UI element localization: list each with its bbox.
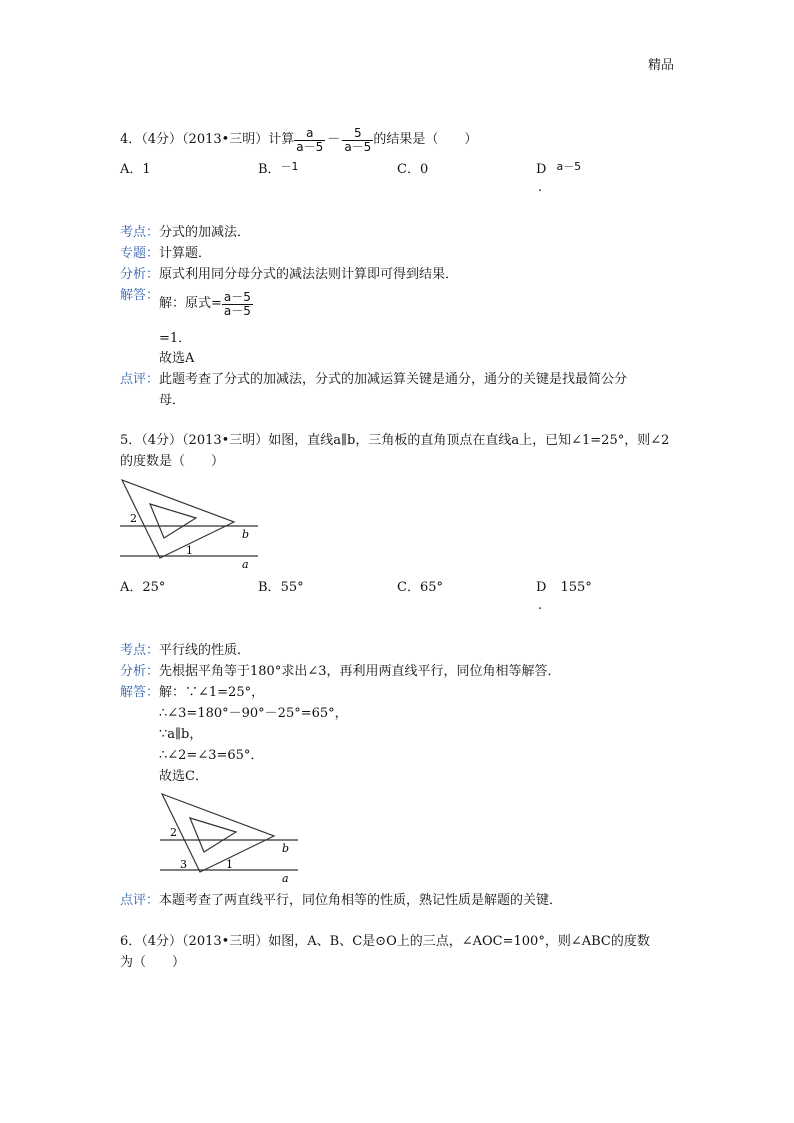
q5-jieda-line2: ∴∠3=180°－90°－25°=65°， [159, 706, 348, 721]
q4-option-c: C．0 [397, 162, 429, 177]
q5-jieda-label: 解答： [120, 685, 160, 700]
q4-zhuanti: 专题：计算题． [120, 246, 212, 261]
q4-fraction-1 [294, 127, 325, 154]
q5-stem-2: 的度数是（ ） [120, 454, 225, 469]
q5-sol-label-1: 1 [226, 858, 233, 871]
q4-jieda-label: 解答： [120, 288, 160, 303]
q5-option-b: B．55° [258, 580, 304, 595]
q4-jieda-fraction: $\frac{a-5}{a-5}$ [223, 289, 251, 318]
q5-triangle-outer [122, 480, 234, 558]
q5-option-c: C．65° [397, 580, 443, 595]
q5-stem-1: 5．（4分）（2013•三明）如图，直线a∥b，三角板的直角顶点在直线a上，已知∠1=25°，则∠2 [120, 433, 670, 448]
q4-frac1-num: a [306, 125, 314, 140]
q4-stem [120, 124, 477, 156]
q4-jieda-line3: 故选A [159, 351, 195, 366]
q5-sol-triangle-inner [190, 818, 236, 852]
q4-fraction-2 [342, 127, 373, 154]
q6-stem-2: 为（ ） [120, 955, 186, 970]
q4-frac2-num: 5 [353, 125, 362, 140]
q5-option-d-dot: . [538, 598, 543, 613]
q5-jieda-line1: 解：∵∠1=25°， [159, 685, 265, 700]
header-brand: 精品 [648, 58, 675, 73]
q5-jieda-line4: ∴∠2=∠3=65°． [159, 748, 264, 763]
q5-sol-label-3: 3 [180, 858, 187, 871]
q5-label-1: 1 [186, 544, 193, 557]
q5-fenxi: 分析：先根据平角等于180°求出∠3，再利用两直线平行，同位角相等解答． [120, 664, 561, 679]
q4-dianping-2: 母． [159, 393, 186, 408]
q5-jieda-line3: ∵a∥b， [159, 727, 203, 742]
q4-frac2-den: a－5 [344, 139, 372, 154]
q4-option-a: A．1 [120, 162, 151, 177]
q4-stem-post: 的结果是（ ） [373, 132, 478, 147]
q4-stem-pre: 4．（4分）（2013•三明）计算 [120, 132, 295, 147]
q4-minus: － [327, 132, 341, 147]
q4-option-b: B．$^{-1}$ [258, 160, 299, 177]
q6-stem-1: 6．（4分）（2013•三明）如图，A、B、C是⊙O上的三点，∠AOC=100°，则∠ABC的度数 [120, 934, 650, 949]
q4-frac1-den: a－5 [296, 139, 324, 154]
q5-solution-figure [158, 790, 300, 886]
q5-sol-label-2: 2 [170, 826, 177, 839]
q5-label-b: b [242, 528, 250, 541]
q5-dianping: 点评：本题考查了两直线平行，同位角相等的性质，熟记性质是解题的关键． [120, 893, 563, 908]
q4-jieda-line1 [159, 286, 253, 322]
q5-sol-label-b: b [282, 842, 290, 855]
q5-option-a: A．25° [120, 580, 166, 595]
q5-jieda-line5: 故选C． [159, 769, 208, 784]
q5-kaodian: 考点：平行线的性质． [120, 643, 251, 658]
q4-jieda-line2: =1． [159, 331, 192, 346]
q4-jieda-pre: 解：原式= [159, 296, 222, 311]
q5-option-d: D 155° [536, 580, 592, 595]
q4-option-d-dot: . [538, 180, 543, 195]
q4-fenxi: 分析：原式利用同分母分式的减法法则计算即可得到结果． [120, 267, 459, 282]
q5-sol-label-a: a [282, 872, 289, 885]
q5-label-2: 2 [130, 512, 137, 525]
q5-label-a: a [242, 558, 249, 571]
q4-option-d: D $^{a-5}$ [536, 160, 582, 177]
q5-sol-triangle-outer [162, 794, 274, 872]
q4-dianping: 点评：此题考查了分式的加减法，分式的加减运算关键是通分，通分的关键是找最简公分 [120, 372, 628, 387]
q4-kaodian: 考点：分式的加减法． [120, 225, 251, 240]
q5-figure-triangle [118, 476, 260, 572]
q5-triangle-inner [150, 504, 196, 538]
